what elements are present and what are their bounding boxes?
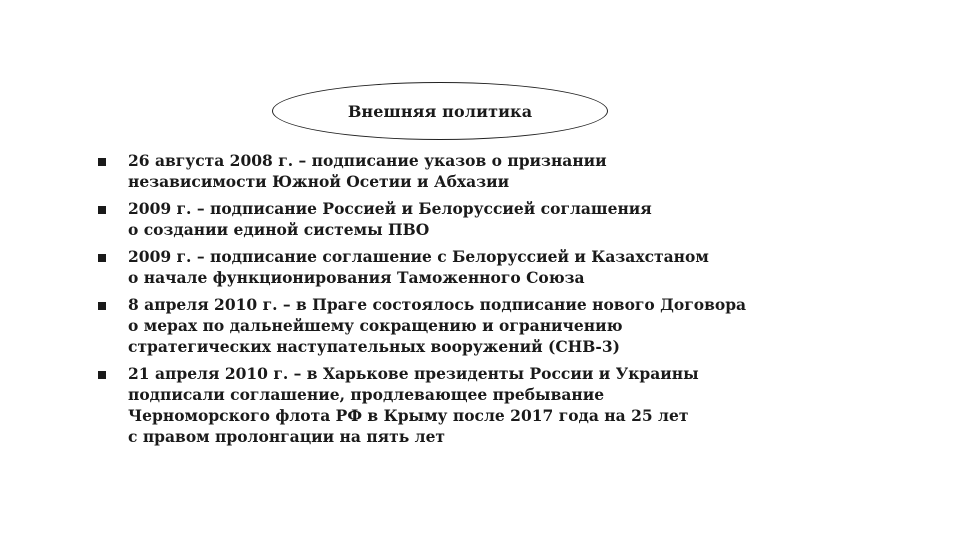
list-item — [98, 198, 798, 240]
item-line: 2009 г. – подписание соглашение с Белоруссией и Казахстаном — [128, 247, 709, 266]
item-line: Черноморского флота РФ в Крыму после 2017 года на 25 лет — [128, 406, 689, 425]
list-item — [98, 150, 798, 192]
square-bullet-icon — [98, 371, 106, 379]
item-line: стратегических наступательных вооружений (СНВ-3) — [128, 337, 620, 356]
item-line: 8 апреля 2010 г. – в Праге состоялось подписание нового Договора — [128, 295, 747, 314]
events-list — [98, 150, 798, 453]
list-item — [98, 294, 798, 357]
item-line: независимости Южной Осетии и Абхазии — [128, 172, 510, 191]
page-title: Внешняя политика — [347, 101, 533, 121]
item-line: о создании единой системы ПВО — [128, 220, 430, 239]
item-line: 2009 г. – подписание Россией и Белоруссией соглашения — [128, 199, 652, 218]
item-line: о начале функционирования Таможенного Союза — [128, 268, 585, 287]
item-line: 21 апреля 2010 г. – в Харькове президенты России и Украины — [128, 364, 699, 383]
square-bullet-icon — [98, 254, 106, 262]
square-bullet-icon — [98, 158, 106, 166]
square-bullet-icon — [98, 302, 106, 310]
list-item — [98, 363, 798, 447]
title-oval — [272, 82, 608, 140]
item-line: 26 августа 2008 г. – подписание указов о признании — [128, 151, 607, 170]
item-line: подписали соглашение, продлевающее пребывание — [128, 385, 605, 404]
square-bullet-icon — [98, 206, 106, 214]
item-line: о мерах по дальнейшему сокращению и ограничению — [128, 316, 623, 335]
list-item — [98, 246, 798, 288]
item-line: с правом пролонгации на пять лет — [128, 427, 446, 446]
